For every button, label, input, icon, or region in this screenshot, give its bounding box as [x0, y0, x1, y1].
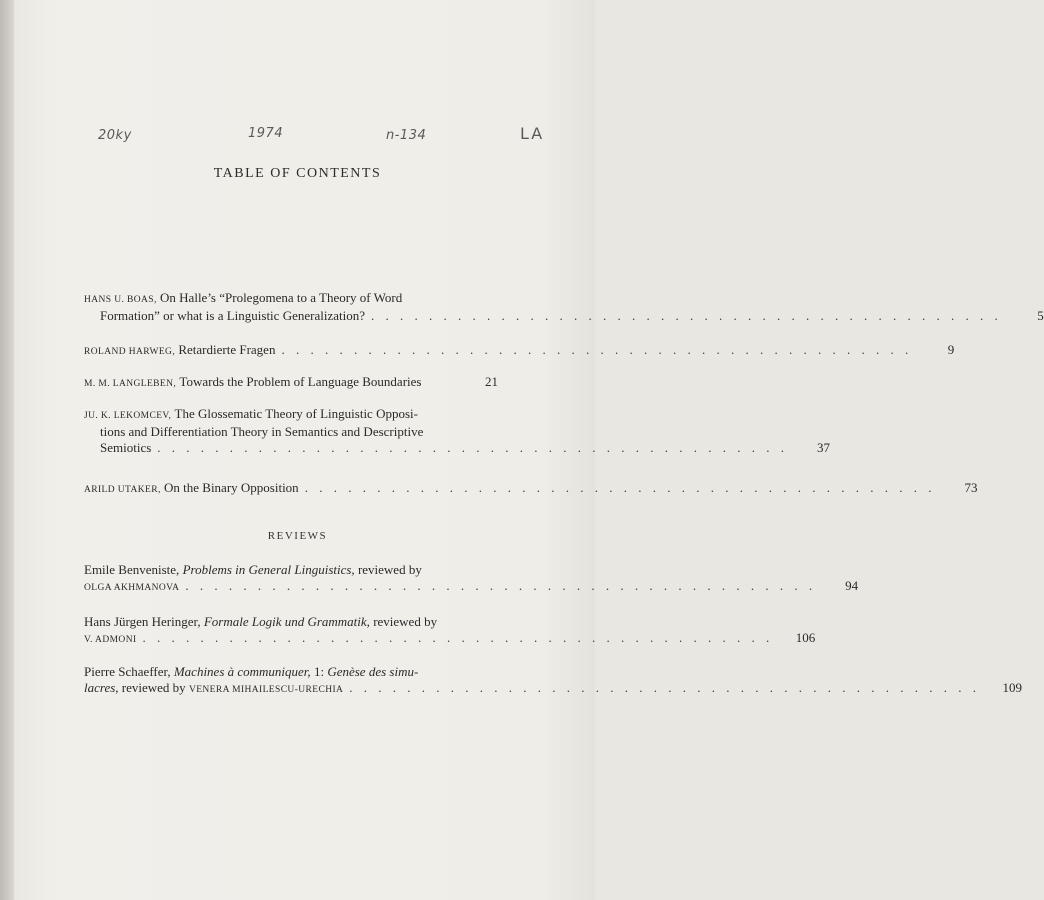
- toc-entry: [84, 480, 978, 498]
- toc-line: [84, 614, 498, 630]
- entry-author: ARILD UTAKER,: [84, 485, 161, 495]
- toc-line: [84, 342, 955, 360]
- toc-entry: [84, 342, 955, 360]
- leader-dots: . . . . . . . . . . . . . . . . . . . . . . . . . . . . . . . . . . . . . . . . . . . .: [281, 342, 913, 357]
- toc-line: [84, 308, 1044, 324]
- reviewer-name: VENERA MIHAILESCU-URECHIA: [188, 685, 344, 695]
- entry-title: Towards the Problem of Language Boundaries: [179, 374, 422, 389]
- leader-dots: . . . . . . . . . . . . . . . . . . . . . . . . . . . . . . . . . . . . . . . . . . . .: [349, 680, 981, 695]
- review-entry: [84, 664, 1023, 698]
- reviewed-by-text: reviewed by: [373, 614, 438, 629]
- handwritten-note: 1974: [248, 126, 284, 141]
- reviews-heading: REVIEWS: [267, 530, 328, 542]
- entry-title: Formation” or what is a Linguistic Generalization?: [100, 308, 365, 323]
- page-number: 5: [1037, 308, 1044, 323]
- entry-author: M. M. LANGLEBEN,: [84, 379, 177, 389]
- binding-edge: [0, 0, 14, 900]
- book-title: Problems in General Linguistics,: [182, 562, 355, 577]
- review-entry: [84, 562, 859, 596]
- page-title: TABLE OF CONTENTS: [213, 166, 382, 181]
- entry-author: HANS U. BOAS,: [84, 295, 157, 305]
- leader-dots: . . . . . . . . . . . . . . . . . . . . . . . . . . . . . . . . . . . . . . . . . . . .: [157, 440, 789, 455]
- toc-line: [84, 578, 859, 596]
- toc-entry: [84, 406, 831, 456]
- leader-dots: . . . . . . . . . . . . . . . . . . . . . . . . . . . . . . . . . . . . . . . . . . . .: [304, 480, 936, 495]
- toc-line: [84, 562, 498, 578]
- entry-author: ROLAND HARWEG,: [84, 347, 176, 357]
- entry-title: The Glossematic Theory of Linguistic Opposi-: [174, 406, 418, 421]
- toc-line: [84, 440, 831, 456]
- entry-title: tions and Differentiation Theory in Semantics and Descriptive: [100, 424, 424, 439]
- reviewer-name: OLGA AKHMANOVA: [84, 583, 180, 593]
- reviewed-author: Pierre Schaeffer,: [84, 664, 171, 679]
- reviewed-author: Emile Benveniste,: [84, 562, 180, 577]
- book-title: Formale Logik und Grammatik,: [203, 614, 370, 629]
- page-number: 94: [845, 578, 859, 593]
- entry-author: JU. K. LEKOMCEV,: [84, 411, 172, 421]
- toc-line: [84, 680, 1023, 698]
- review-entry: [84, 614, 816, 648]
- reviewer-name: V. ADMONI: [84, 635, 137, 645]
- book-title: Genèse des simu-: [327, 664, 419, 679]
- page-number: 73: [964, 480, 978, 495]
- toc-entry: [84, 290, 1044, 324]
- toc-line: [84, 374, 498, 392]
- page-number: 21: [485, 374, 498, 389]
- page-number: 37: [817, 440, 831, 455]
- entry-title: Semiotics: [100, 440, 152, 455]
- page-number: 109: [1002, 680, 1023, 695]
- toc-line: [84, 664, 498, 680]
- entry-title: On the Binary Opposition: [164, 480, 299, 495]
- entry-title: On Halle’s “Prolegomena to a Theory of Word: [160, 290, 403, 305]
- toc-entry: [84, 374, 498, 392]
- reviewed-by-text: reviewed by: [357, 562, 422, 577]
- toc-line: [84, 406, 498, 424]
- leader-dots: . . . . . . . . . . . . . . . . . . . . . . . . . . . . . . . . . . . . . . . . . . . .: [370, 308, 1002, 323]
- leader-dots: . . . . . . . . . . . . . . . . . . . . . . . . . . . . . . . . . . . . . . . . . . . .: [185, 578, 817, 593]
- reviewed-by-text: reviewed by: [121, 680, 186, 695]
- book-title: lacres,: [84, 680, 119, 695]
- reviewed-author: Hans Jürgen Heringer,: [84, 614, 201, 629]
- handwritten-note: LA: [520, 124, 545, 143]
- page-number: 9: [947, 342, 955, 357]
- book-title: Machines à communiquer,: [173, 664, 311, 679]
- handwritten-note: n-134: [386, 128, 427, 143]
- handwritten-note: 20ky: [98, 128, 132, 143]
- toc-line: [84, 480, 978, 498]
- toc-line: [84, 630, 816, 648]
- toc-line: [84, 424, 498, 440]
- entry-title: Retardierte Fragen: [178, 342, 276, 357]
- toc-line: [84, 290, 498, 308]
- page-number: 106: [795, 630, 816, 645]
- leader-dots: . . . . . . . . . . . . . . . . . . . . . . . . . . . . . . . . . . . . . . . . . . . .: [142, 630, 774, 645]
- volume-number: 1:: [313, 664, 325, 679]
